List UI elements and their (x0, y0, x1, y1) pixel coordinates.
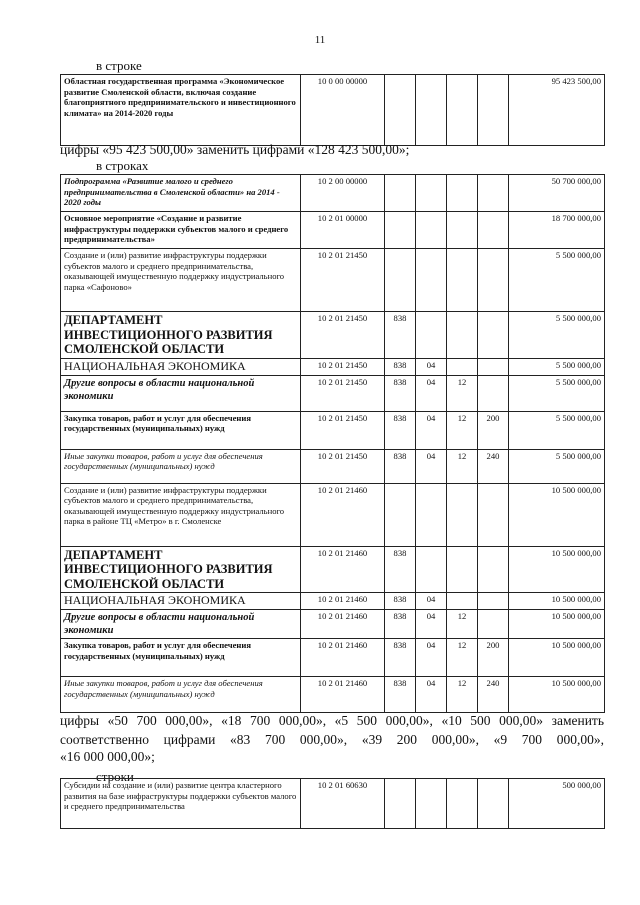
table-row (61, 677, 605, 713)
section-cell (416, 75, 447, 146)
section-cell (416, 546, 447, 593)
subsection-cell (447, 249, 478, 312)
budget-table-2 (60, 174, 605, 713)
amount-cell: 18 700 000,00 (509, 212, 605, 249)
expense-type-cell (478, 593, 509, 610)
subsection-cell (447, 212, 478, 249)
amount-cell: 10 500 000,00 (509, 639, 605, 677)
expense-type-cell: 240 (478, 677, 509, 713)
department-code-cell: 838 (385, 375, 416, 411)
name-cell: Другие вопросы в области национальной экономики (61, 610, 301, 639)
section-cell (416, 212, 447, 249)
target-code-cell: 10 2 01 21450 (301, 358, 385, 375)
subsection-cell: 12 (447, 610, 478, 639)
label-in-rows: в строках (96, 158, 149, 173)
name-cell: Иные закупки товаров, работ и услуг для обеспечения государственных (муниципальных) нужд (61, 677, 301, 713)
replacement-text-2-line-3: «16 000 000,00»; (60, 749, 155, 764)
label-rows: строки (96, 769, 134, 784)
table-row (61, 175, 605, 212)
amount-cell: 10 500 000,00 (509, 483, 605, 546)
table-row (61, 449, 605, 483)
name-cell: ДЕПАРТАМЕНТ ИНВЕСТИЦИОННОГО РАЗВИТИЯ СМОЛЕНСКОЙ ОБЛАСТИ (61, 546, 301, 593)
amount-cell: 5 500 000,00 (509, 411, 605, 449)
name-cell: Закупка товаров, работ и услуг для обеспечения государственных (муниципальных) нужд (61, 639, 301, 677)
department-code-cell (385, 212, 416, 249)
expense-type-cell: 240 (478, 449, 509, 483)
amount-cell: 10 500 000,00 (509, 610, 605, 639)
target-code-cell: 10 2 01 21460 (301, 546, 385, 593)
target-code-cell: 10 2 00 00000 (301, 175, 385, 212)
department-code-cell (385, 249, 416, 312)
subsection-cell: 12 (447, 375, 478, 411)
name-cell: НАЦИОНАЛЬНАЯ ЭКОНОМИКА (61, 593, 301, 610)
table-row (61, 358, 605, 375)
expense-type-cell (478, 175, 509, 212)
section-cell: 04 (416, 411, 447, 449)
name-cell: Создание и (или) развитие инфраструктуры поддержки субъектов малого и среднего предпринимательства, оказывающей имущественную поддержку индустриального парка «Сафоново» (61, 249, 301, 312)
expense-type-cell (478, 610, 509, 639)
department-code-cell: 838 (385, 677, 416, 713)
expense-type-cell (478, 375, 509, 411)
name-cell: Закупка товаров, работ и услуг для обеспечения государственных (муниципальных) нужд (61, 411, 301, 449)
subsection-cell (447, 779, 478, 829)
table-row (61, 779, 605, 829)
name-cell: ДЕПАРТАМЕНТ ИНВЕСТИЦИОННОГО РАЗВИТИЯ СМОЛЕНСКОЙ ОБЛАСТИ (61, 312, 301, 359)
name-cell: Областная государственная программа «Экономическое развитие Смоленской области, включая создание благоприятного предпринимательского и инвестиционного климата» на 2014-2020 годы (61, 75, 301, 146)
expense-type-cell (478, 546, 509, 593)
amount-cell: 10 500 000,00 (509, 546, 605, 593)
subsection-cell: 12 (447, 411, 478, 449)
section-cell: 04 (416, 677, 447, 713)
target-code-cell: 10 2 01 21460 (301, 677, 385, 713)
subsection-cell (447, 312, 478, 359)
name-cell: НАЦИОНАЛЬНАЯ ЭКОНОМИКА (61, 358, 301, 375)
name-cell: Основное мероприятие «Создание и развитие инфраструктуры поддержки субъектов малого и среднего предпринимательства» (61, 212, 301, 249)
section-cell (416, 312, 447, 359)
target-code-cell: 10 2 01 21450 (301, 375, 385, 411)
expense-type-cell (478, 779, 509, 829)
subsection-cell (447, 358, 478, 375)
amount-cell: 5 500 000,00 (509, 358, 605, 375)
section-cell (416, 175, 447, 212)
section-cell: 04 (416, 449, 447, 483)
department-code-cell: 838 (385, 593, 416, 610)
expense-type-cell (478, 249, 509, 312)
department-code-cell: 838 (385, 411, 416, 449)
department-code-cell: 838 (385, 610, 416, 639)
table-row (61, 212, 605, 249)
target-code-cell: 10 2 01 00000 (301, 212, 385, 249)
subsection-cell (447, 546, 478, 593)
replacement-text-2-line-2: соответственно цифрами «83 700 000,00», «39 200 000,00», «9 700 000,00», (60, 732, 604, 747)
section-cell: 04 (416, 375, 447, 411)
subsection-cell: 12 (447, 677, 478, 713)
amount-cell: 10 500 000,00 (509, 593, 605, 610)
table-row (61, 593, 605, 610)
subsection-cell: 12 (447, 639, 478, 677)
name-cell: Другие вопросы в области национальной экономики (61, 375, 301, 411)
name-cell: Создание и (или) развитие инфраструктуры поддержки субъектов малого и среднего предпринимательства, оказывающей имущественную поддержку индустриального парка в районе ТЦ «Метро» в г. Смоленске (61, 483, 301, 546)
expense-type-cell: 200 (478, 411, 509, 449)
amount-cell: 5 500 000,00 (509, 249, 605, 312)
department-code-cell: 838 (385, 639, 416, 677)
section-cell: 04 (416, 593, 447, 610)
target-code-cell: 10 2 01 21450 (301, 249, 385, 312)
section-cell (416, 249, 447, 312)
section-cell (416, 779, 447, 829)
section-cell: 04 (416, 610, 447, 639)
expense-type-cell: 200 (478, 639, 509, 677)
subsection-cell (447, 75, 478, 146)
table-row (61, 249, 605, 312)
department-code-cell (385, 175, 416, 212)
table-row (61, 411, 605, 449)
amount-cell: 5 500 000,00 (509, 449, 605, 483)
label-in-row: в строке (96, 58, 142, 73)
expense-type-cell (478, 212, 509, 249)
target-code-cell: 10 2 01 21450 (301, 449, 385, 483)
target-code-cell: 10 2 01 21460 (301, 639, 385, 677)
department-code-cell (385, 483, 416, 546)
table-row (61, 75, 605, 146)
replacement-text-2-line-1: цифры «50 700 000,00», «18 700 000,00», «5 500 000,00», «10 500 000,00» заменить (60, 713, 604, 728)
department-code-cell: 838 (385, 449, 416, 483)
table-row (61, 639, 605, 677)
department-code-cell (385, 75, 416, 146)
target-code-cell: 10 2 01 21460 (301, 483, 385, 546)
section-cell: 04 (416, 358, 447, 375)
expense-type-cell (478, 312, 509, 359)
table-row (61, 375, 605, 411)
budget-table-3 (60, 778, 605, 829)
amount-cell: 5 500 000,00 (509, 312, 605, 359)
department-code-cell: 838 (385, 312, 416, 359)
department-code-cell (385, 779, 416, 829)
target-code-cell: 10 2 01 21450 (301, 411, 385, 449)
target-code-cell: 10 2 01 60630 (301, 779, 385, 829)
budget-table-1 (60, 74, 605, 146)
table-row (61, 483, 605, 546)
table-row (61, 546, 605, 593)
amount-cell: 5 500 000,00 (509, 375, 605, 411)
name-cell: Иные закупки товаров, работ и услуг для обеспечения государственных (муниципальных) нужд (61, 449, 301, 483)
expense-type-cell (478, 483, 509, 546)
table-row (61, 610, 605, 639)
section-cell (416, 483, 447, 546)
subsection-cell (447, 593, 478, 610)
page-number: 11 (314, 34, 326, 46)
amount-cell: 10 500 000,00 (509, 677, 605, 713)
department-code-cell: 838 (385, 546, 416, 593)
subsection-cell (447, 483, 478, 546)
target-code-cell: 10 2 01 21460 (301, 593, 385, 610)
amount-cell: 50 700 000,00 (509, 175, 605, 212)
name-cell: Субсидии на создание и (или) развитие центра кластерного развития на базе инфраструктуры поддержки субъектов малого и среднего предпринимательства (61, 779, 301, 829)
department-code-cell: 838 (385, 358, 416, 375)
table-row (61, 312, 605, 359)
subsection-cell (447, 175, 478, 212)
expense-type-cell (478, 75, 509, 146)
amount-cell: 95 423 500,00 (509, 75, 605, 146)
target-code-cell: 10 2 01 21450 (301, 312, 385, 359)
subsection-cell: 12 (447, 449, 478, 483)
section-cell: 04 (416, 639, 447, 677)
name-cell: Подпрограмма «Развитие малого и среднего предпринимательства в Смоленской области» на 2014 - 2020 годы (61, 175, 301, 212)
expense-type-cell (478, 358, 509, 375)
target-code-cell: 10 2 01 21460 (301, 610, 385, 639)
target-code-cell: 10 0 00 00000 (301, 75, 385, 146)
amount-cell: 500 000,00 (509, 779, 605, 829)
replacement-text-1: цифры «95 423 500,00» заменить цифрами «128 423 500,00»; (60, 142, 410, 157)
